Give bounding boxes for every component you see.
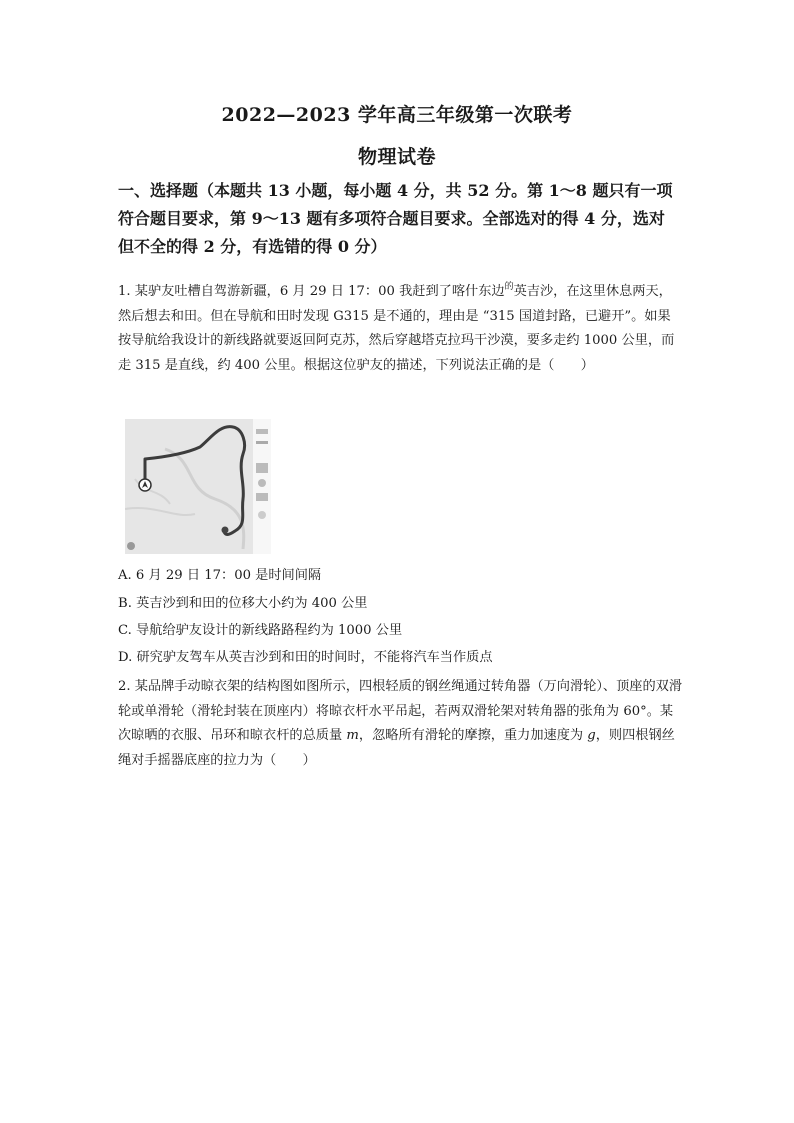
traffic-icon[interactable] [256,463,268,473]
question-1-text-a: 1. 某驴友吐槽自驾游新疆，6 月 29 日 17：00 我赶到了喀什东边 [118,284,505,299]
navigation-map-figure [125,419,271,554]
zoom-icon[interactable] [258,511,266,519]
question-1-text-b: 英吉沙，在这里休息两天，然后想去和田。但在导航和田时发现 G315 是不通的，理由是 “315 国道封路，已避开”。如果按导航给我设计的新线路就要返回阿克苏，然后穿越塔克拉玛干沙漠，要多走约 1000 公里，而走 315 是直线，约 400 公里。根据这位驴友的描述，下列说法正确的是（ ） [118,284,675,373]
question-1-superscript: 的 [504,282,514,292]
question-2-variable-m: m [346,728,359,743]
layer-icon[interactable] [256,441,268,444]
question-2 [118,675,683,773]
section-heading: 一、选择题（本题共 13 小题，每小题 4 分，共 52 分。第 1～8 题只有一项符合题目要求，第 9～13 题有多项符合题目要求。全部选对的得 4 分，选对但不全的得 2 分，有选错的得 0 分） [118,181,673,256]
q1-option-c: C. 导航给驴友设计的新线路路程约为 1000 公里 [118,623,403,638]
map-svg [125,419,271,554]
report-icon[interactable] [258,479,266,487]
exam-subtitle: 物理试卷 [357,146,436,168]
settings-icon[interactable] [256,493,268,501]
question-2-text-b: ，忽略所有滑轮的摩擦，重力加速度为 [358,728,588,743]
question-2-text-c: ，则四根钢丝绳对手摇器底座的拉力为（ ） [118,728,675,768]
q1-option-a: A. 6 月 29 日 17：00 是时间间隔 [118,568,322,583]
q1-option-d: D. 研究驴友驾车从英吉沙到和田的时间时，不能将汽车当作质点 [118,650,493,665]
question-2-text-a: 2. 某品牌手动晾衣架的结构图如图所示，四根轻质的钢丝绳通过转角器（万向滑轮）、顶座的双滑轮或单滑轮（滑轮封装在顶座内）将晾衣杆水平吊起，若两双滑轮架对转角器的张角为 60°。某次晾晒的衣服、吊环和晾衣杆的总质量 [118,679,683,743]
question-1 [118,275,683,378]
q1-option-b: B. 英吉沙到和田的位移大小约为 400 公里 [118,596,368,611]
exam-title: 2022—2023 学年高三年级第一次联考 [221,104,573,126]
locate-icon[interactable] [127,542,135,550]
question-2-variable-g: g [587,728,596,743]
compass-icon[interactable] [256,429,268,434]
destination-marker [222,527,229,534]
